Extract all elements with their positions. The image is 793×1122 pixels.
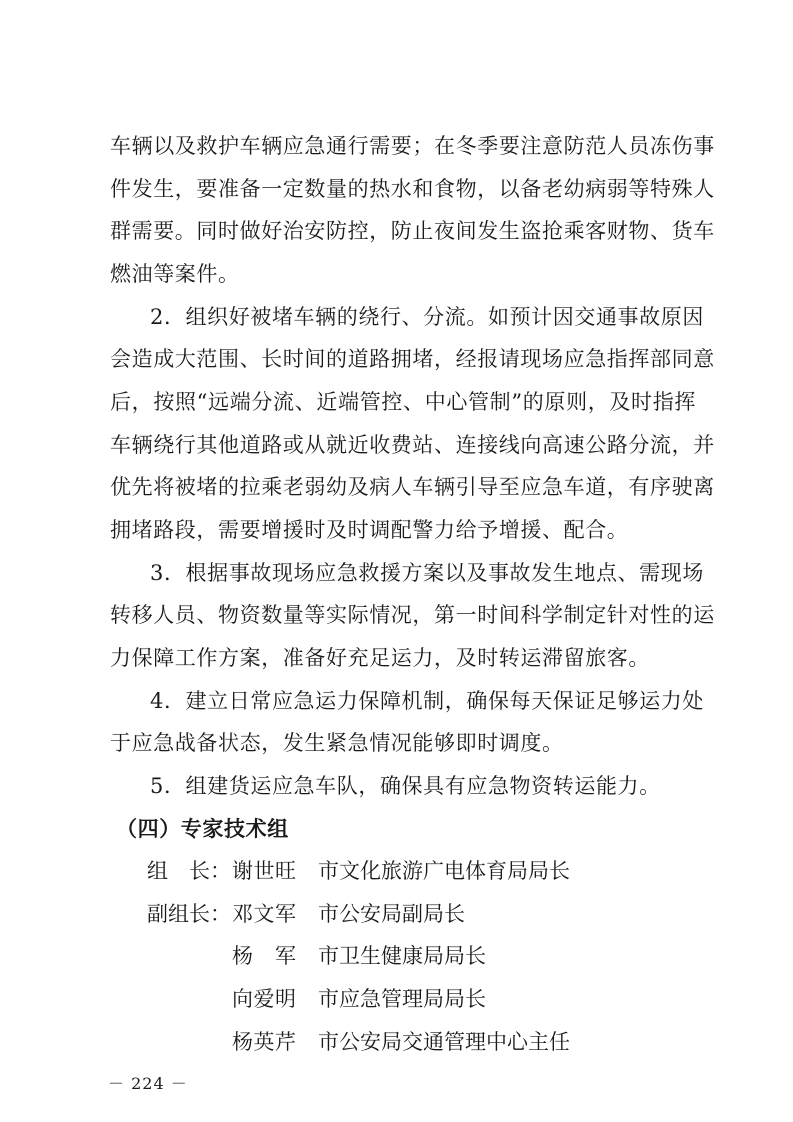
member-role: 副组长： [147,902,231,926]
member-position: 市公安局副局长 [318,902,465,926]
body-line: 会造成大范围、长时间的道路拥堵，经报请现场应急指挥部同意 [110,347,715,371]
paragraph-item-3: 3．根据事故现场应急救援方案以及事故发生地点、需现场 [150,561,704,585]
member-position: 市文化旅游广电体育局局长 [318,859,570,883]
body-line: 群需要。同时做好治安防控，防止夜间发生盗抢乘客财物、货车 [110,219,715,243]
body-line: 车辆绕行其他道路或从就近收费站、连接线向高速公路分流，并 [110,433,715,457]
page-number: － 224 － [108,1074,188,1093]
member-position: 市应急管理局局长 [318,987,486,1011]
body-line: 于应急战备状态，发生紧急情况能够即时调度。 [110,731,564,755]
body-line: 优先将被堵的拉乘老弱幼及病人车辆引导至应急车道，有序驶离 [110,475,715,499]
member-name: 谢世旺 [232,859,296,883]
body-line: 力保障工作方案，准备好充足运力，及时转运滞留旅客。 [110,646,650,670]
paragraph-item-4: 4．建立日常应急运力保障机制，确保每天保证足够运力处 [150,689,704,713]
member-name: 杨英芹 [232,1030,296,1054]
paragraph-item-5: 5．组建货运应急车队，确保具有应急物资转运能力。 [150,774,661,798]
member-position: 市卫生健康局局长 [318,944,486,968]
member-position: 市公安局交通管理中心主任 [318,1030,570,1054]
body-line: 后，按照“远端分流、近端管控、中心管制”的原则，及时指挥 [110,390,696,414]
body-line: 燃油等案件。 [110,262,240,286]
section-heading: （四）专家技术组 [116,817,289,841]
member-name: 杨 军 [232,944,296,968]
paragraph-item-2: 2．组织好被堵车辆的绕行、分流。如预计因交通事故原因 [150,305,704,329]
member-name: 邓文军 [232,902,296,926]
body-line: 件发生，要准备一定数量的热水和食物，以备老幼病弱等特殊人 [110,177,715,201]
body-line: 车辆以及救护车辆应急通行需要；在冬季要注意防范人员冻伤事 [110,134,715,158]
body-line: 拥堵路段，需要增援时及时调配警力给予增援、配合。 [110,518,629,542]
member-role: 组 长： [147,859,231,883]
member-name: 向爱明 [232,987,296,1011]
body-line: 转移人员、物资数量等实际情况，第一时间科学制定针对性的运 [110,603,715,627]
